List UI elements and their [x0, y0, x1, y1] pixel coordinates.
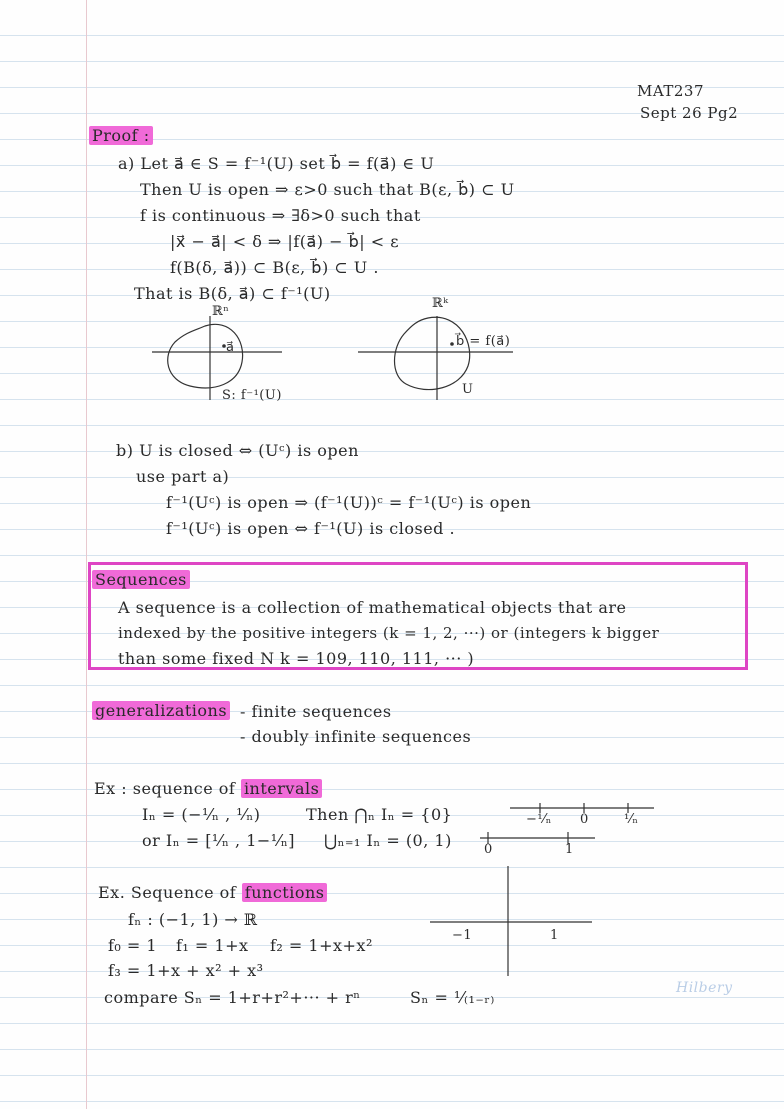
left-set-label: S: f⁻¹(U): [222, 388, 282, 403]
ex-intervals-line1b: Then ⋂ₙ Iₙ = {0}: [306, 805, 453, 824]
proof-a-line6: That is B(δ, a⃗) ⊂ f⁻¹(U): [134, 284, 331, 303]
proof-b-line4: f⁻¹(Uᶜ) is open ⇔ f⁻¹(U) is closed .: [166, 519, 456, 538]
nl1-right: ¹⁄ₙ: [624, 812, 639, 827]
proof-a-line2: Then U is open ⇒ ε>0 such that B(ε, b⃗) ⊂ U: [140, 180, 515, 199]
nl1-left: −¹⁄ₙ: [526, 812, 552, 827]
ex-functions-heading: Ex. Sequence of functions: [98, 883, 327, 902]
left-space-label: ℝⁿ: [212, 304, 230, 319]
ex-functions-f1: f₁ = 1+x: [176, 936, 249, 955]
date-page: Sept 26 Pg2: [640, 104, 739, 122]
ex-functions-f0: f₀ = 1: [108, 936, 158, 955]
course-code: MAT237: [637, 82, 705, 100]
sequences-line2: indexed by the positive integers (k = 1, 2, ···) or (integers k bigger: [118, 624, 660, 642]
proof-b-line2: use part a): [136, 467, 230, 486]
nl1-mid: 0: [580, 812, 589, 827]
proof-b-line1: b) U is closed ⇔ (Uᶜ) is open: [116, 441, 359, 460]
ex-functions-line1: fₙ : (−1, 1) → ℝ: [128, 910, 258, 929]
func-axis-right: 1: [550, 928, 559, 943]
proof-a-line5: f(B(δ, a⃗)) ⊂ B(ε, b⃗) ⊂ U .: [170, 258, 379, 277]
watermark-logo: Hilbery: [676, 980, 733, 996]
proof-heading: Proof :: [89, 126, 153, 145]
sequences-heading: Sequences: [92, 570, 190, 589]
generalizations-item1: - finite sequences: [240, 702, 392, 721]
ex-intervals-heading: Ex : sequence of intervals: [94, 779, 322, 798]
ex-functions-compare: compare Sₙ = 1+r+r²+··· + rⁿ: [104, 988, 361, 1007]
proof-a-line4: |x⃗ − a⃗| < δ ⇒ |f(a⃗) − b⃗| < ε: [170, 232, 400, 251]
generalizations-item2: - doubly infinite sequences: [240, 727, 472, 746]
func-axis-left: −1: [452, 928, 473, 943]
left-point-label: a⃗: [226, 340, 235, 355]
ex-intervals-line2b: ⋃ₙ₌₁ Iₙ = (0, 1): [324, 831, 452, 850]
proof-b-line3: f⁻¹(Uᶜ) is open ⇒ (f⁻¹(U))ᶜ = f⁻¹(Uᶜ) is open: [166, 493, 532, 512]
ex-functions-f2: f₂ = 1+x+x²: [270, 936, 373, 955]
nl2-left: 0: [484, 842, 493, 857]
generalizations-heading: generalizations: [92, 701, 230, 720]
ex-intervals-line2: or Iₙ = [¹⁄ₙ , 1−¹⁄ₙ]: [142, 831, 296, 850]
nl2-right: 1: [565, 842, 574, 857]
ex-functions-sn: Sₙ = ¹⁄₍₁₋ᵣ₎: [410, 988, 495, 1007]
sequences-line3: than some fixed N k = 109, 110, 111, ··· ): [118, 649, 475, 668]
right-space-label: ℝᵏ: [432, 296, 449, 311]
proof-a-line1: a) Let a⃗ ∈ S = f⁻¹(U) set b⃗ = f(a⃗) ∈ U: [118, 154, 435, 173]
right-point-label: b⃗ = f(a⃗): [456, 334, 511, 349]
right-set-label: U: [462, 382, 474, 397]
ex-functions-f3: f₃ = 1+x + x² + x³: [108, 961, 264, 980]
ex-intervals-line1: Iₙ = (−¹⁄ₙ , ¹⁄ₙ): [142, 805, 261, 824]
proof-a-line3: f is continuous ⇒ ∃δ>0 such that: [140, 206, 421, 225]
sequences-line1: A sequence is a collection of mathematical objects that are: [118, 598, 627, 617]
